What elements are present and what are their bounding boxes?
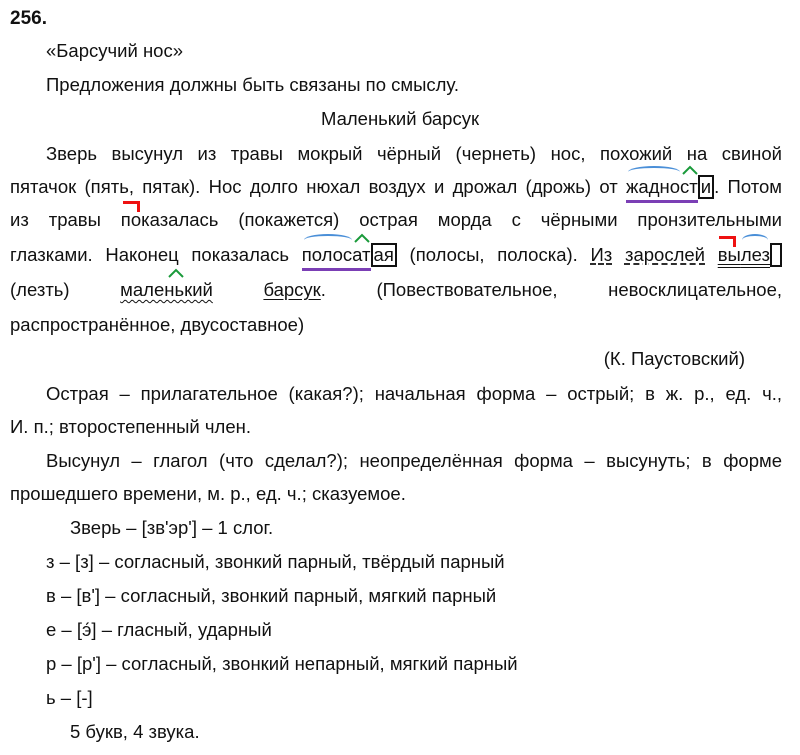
- text-line-6: распространённое, двусоставное): [10, 314, 305, 335]
- text-line-5: [10, 277, 782, 303]
- phonetic-header: Зверь – [зв'эр'] – 1 слог.: [70, 517, 274, 538]
- word-text: маленький: [120, 279, 213, 300]
- prefix-text: вы: [717, 244, 741, 265]
- root-arc: [742, 234, 768, 246]
- phonetic-row: з – [з] – согласный, звонкий парный, твёрдый парный: [46, 551, 505, 572]
- analysis1-line2: И. п.; второстепенный член.: [10, 416, 251, 437]
- morph-word-polosataya: [302, 242, 371, 268]
- phonetic-row: в – [в'] – согласный, звонкий парный, мягкий парный: [46, 585, 497, 606]
- phonetic-summary: 5 букв, 4 звука.: [70, 721, 200, 742]
- text-segment: (лезть): [10, 279, 121, 300]
- text-line-1: Зверь высунул из травы мокрый чёрный (чернеть) нос, похожий на свиной: [46, 143, 782, 164]
- circumstance-word-iz: Из: [590, 244, 613, 265]
- morph-prefix-po: [121, 207, 141, 233]
- word-stem: жадност: [626, 176, 698, 197]
- word-stem: полосат: [301, 244, 371, 265]
- stem-line: [302, 268, 371, 271]
- exercise-title: «Барсучий нос»: [46, 40, 183, 61]
- text-line-3: [10, 207, 782, 233]
- phonetic-row: е – [э́] – гласный, ударный: [46, 619, 272, 640]
- text-segment: из травы: [10, 209, 121, 230]
- prefix-text: по: [120, 209, 142, 230]
- prefix-mark: [123, 201, 140, 212]
- prefix-mark: [719, 236, 736, 247]
- author: (К. Паустовский): [603, 348, 745, 369]
- phonetic-row: р – [р'] – согласный, звонкий непарный, мягкий парный: [46, 653, 518, 674]
- circumstance-word-zarosley: зарослей: [624, 244, 706, 265]
- subject-word: барсук: [263, 279, 321, 300]
- phonetic-row: ь – [-]: [46, 687, 93, 708]
- root-arc: [628, 166, 680, 178]
- ending-box: ая: [371, 243, 397, 267]
- text-segment: . (Повествовательное, невосклицательное,: [320, 279, 783, 300]
- attribute-word: [120, 277, 213, 303]
- text-segment: глазками. Наконец показалась: [10, 244, 302, 265]
- text-segment: пятачок (пять, пятак). Нос долго нюхал воздух и дрожал (дрожь) от: [10, 176, 627, 197]
- ending-box: и: [698, 175, 714, 199]
- text-segment: . Потом: [714, 176, 782, 197]
- text-line-4: [10, 242, 782, 268]
- task-text: Предложения должны быть связаны по смыслу.: [46, 74, 459, 95]
- analysis2-line2: прошедшего времени, м. р., ед. ч.; сказуемое.: [10, 483, 406, 504]
- analysis1-line1: Острая – прилагательное (какая?); начальная форма – острый; в ж. р., ед. ч.,: [46, 383, 782, 404]
- analysis2-line1: Высунул – глагол (что сделал?); неопределённая форма – высунуть; в форме: [46, 450, 782, 471]
- text-line-2: [10, 174, 782, 200]
- text-segment: казалась (покажется) острая морда с чёрными пронзительными: [141, 209, 782, 230]
- empty-ending-box: [770, 243, 782, 267]
- root-text: лез: [740, 244, 771, 265]
- text-title: Маленький барсук: [320, 108, 480, 129]
- stem-line: [626, 200, 698, 203]
- suffix-mark: [682, 165, 698, 175]
- suffix-mark: [354, 233, 370, 243]
- root-arc: [304, 234, 352, 246]
- morph-word-zhadnosti: [626, 174, 698, 200]
- text-segment: (полосы, полоска).: [396, 244, 591, 265]
- exercise-number: 256.: [10, 8, 47, 29]
- morph-word-vylez: [718, 242, 770, 268]
- suffix-mark: [168, 268, 184, 278]
